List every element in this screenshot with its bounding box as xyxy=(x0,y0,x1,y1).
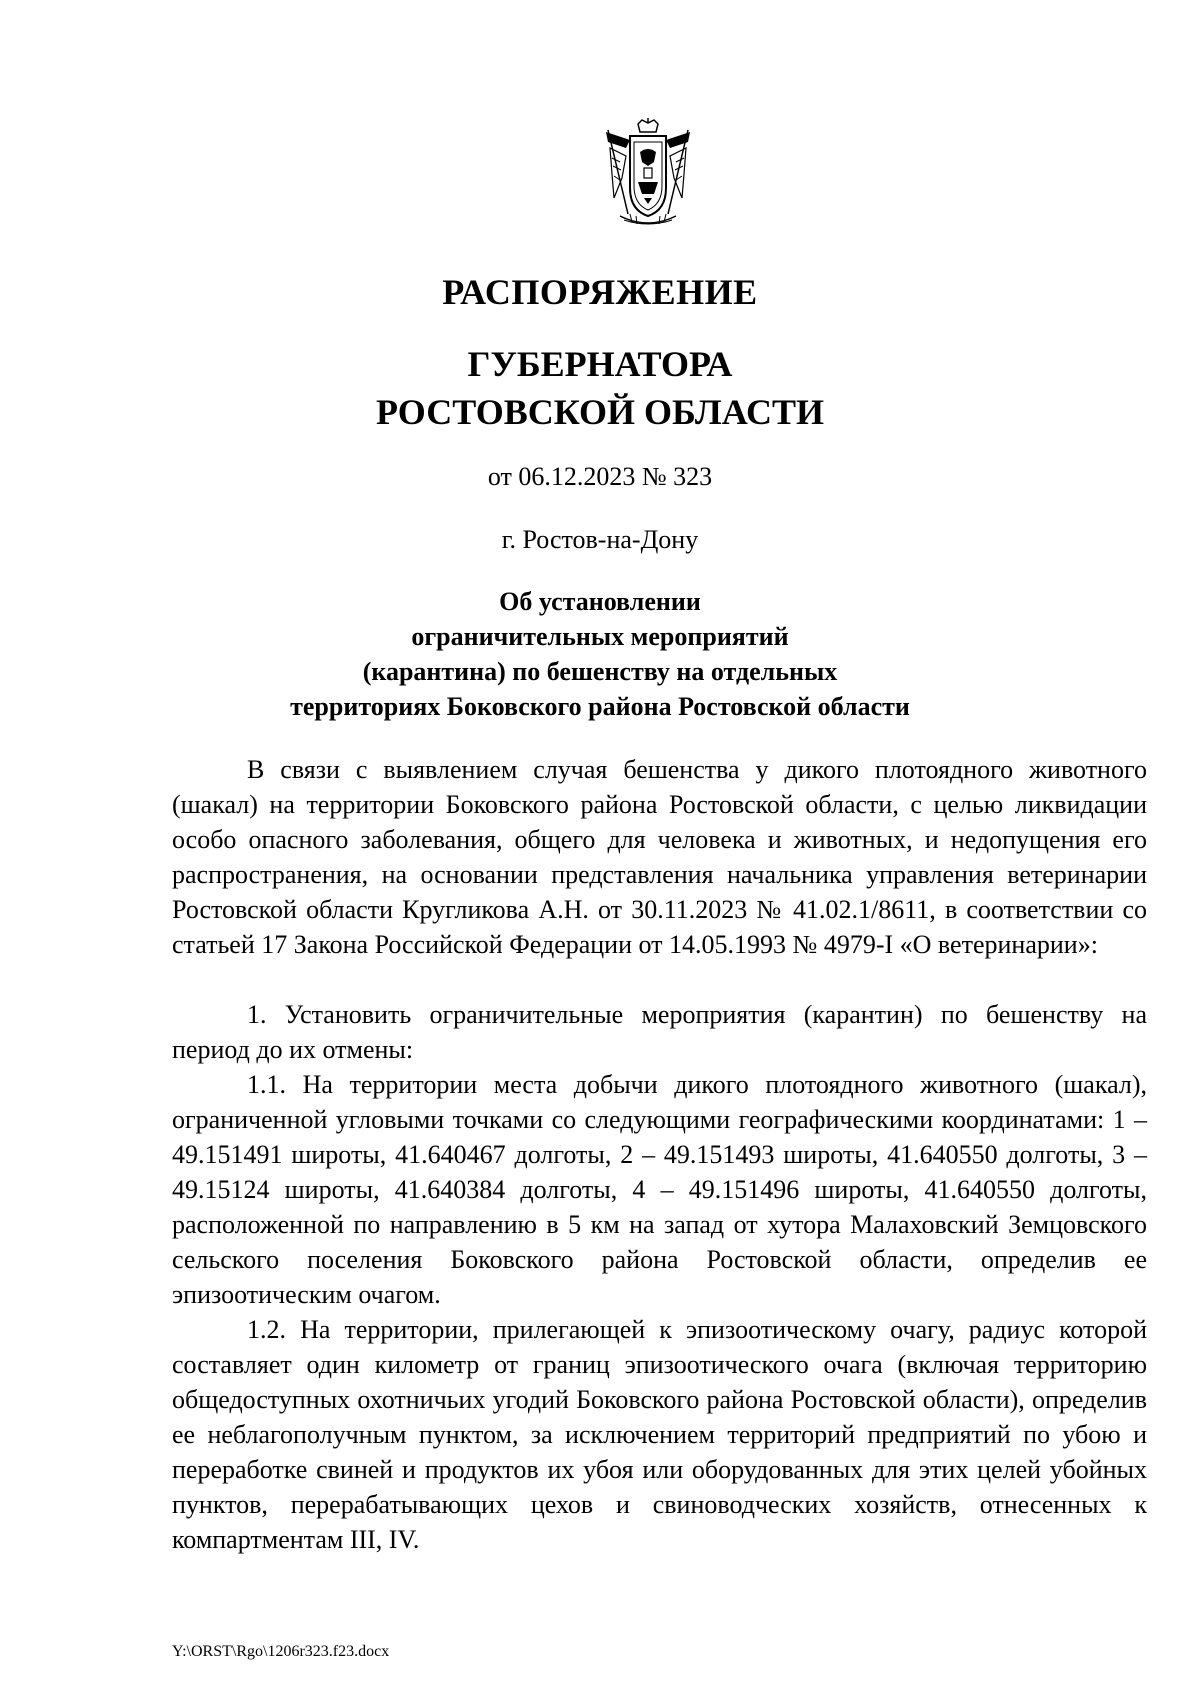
subject-line-1: Об установлении xyxy=(499,587,701,616)
issuing-authority-heading xyxy=(0,340,1200,436)
preamble-paragraph: В связи с выявлением случая бешенства у дикого плотоядного животного (шакал) на территории Боковского района Ростовской области, с целью ликвидации особо опасного заболевания, общего для человека и животных, и недопущения его распространения, на основании представления начальника управления ветеринарии Ростовской области Кругликова А.Н. от 30.11.2023 № 41.02.1/8611, в соответствии со статьей 17 Закона Российской Федерации от 14.05.1993 № 4979-I «О ветеринарии»: xyxy=(172,755,1147,959)
authority-line-2: РОСТОВСКОЙ ОБЛАСТИ xyxy=(376,392,824,432)
file-path-footer: Y:\ORST\Rgo\1206r323.f23.docx xyxy=(172,1643,390,1660)
document-city: г. Ростов-на-Дону xyxy=(501,525,699,554)
document-subject xyxy=(0,584,1200,724)
document-date-number: от 06.12.2023 № 323 xyxy=(487,462,713,491)
paragraph-spacer xyxy=(172,962,1147,997)
item-1-2-paragraph: 1.2. На территории, прилегающей к эпизоотическому очагу, радиус которой составляет один километр от границ эпизоотического очага (включая территорию общедоступных охотничьих угодий Боковского района Ростовской области), определив ее неблагополучным пунктом, за исключением территорий предприятий по убою и переработке свиней и продуктов их убоя или оборудованных для этих целей убойных пунктов, перерабатывающих цехов и свиноводческих хозяйств, отнесенных к компартментам III, IV. xyxy=(172,1315,1147,1554)
subject-line-3: (карантина) по бешенству на отдельных xyxy=(362,657,838,686)
subject-line-4: территориях Боковского района Ростовской области xyxy=(290,692,910,721)
coat-of-arms-icon xyxy=(600,118,696,230)
authority-line-1: ГУБЕРНАТОРА xyxy=(467,344,733,384)
document-type-heading: РАСПОРЯЖЕНИЕ xyxy=(442,272,758,312)
subject-line-2: ограничительных мероприятий xyxy=(411,622,789,651)
item-1-paragraph: 1. Установить ограничительные мероприятия (карантин) по бешенству на период до их отмены: xyxy=(172,1000,1147,1064)
document-body xyxy=(172,752,1147,1557)
item-1-1-paragraph: 1.1. На территории места добычи дикого плотоядного животного (шакал), ограниченной угловыми точками со следующими географическими координатами: 1 – 49.151491 широты, 41.640467 долготы, 2 – 49.151493 широты, 41.640550 долготы, 3 – 49.15124 широты, 41.640384 долготы, 4 – 49.151496 широты, 41.640550 долготы, расположенной по направлению в 5 км на запад от хутора Малаховский Земцовского сельского поселения Боковского района Ростовской области, определив ее эпизоотическим очагом. xyxy=(172,1070,1147,1309)
